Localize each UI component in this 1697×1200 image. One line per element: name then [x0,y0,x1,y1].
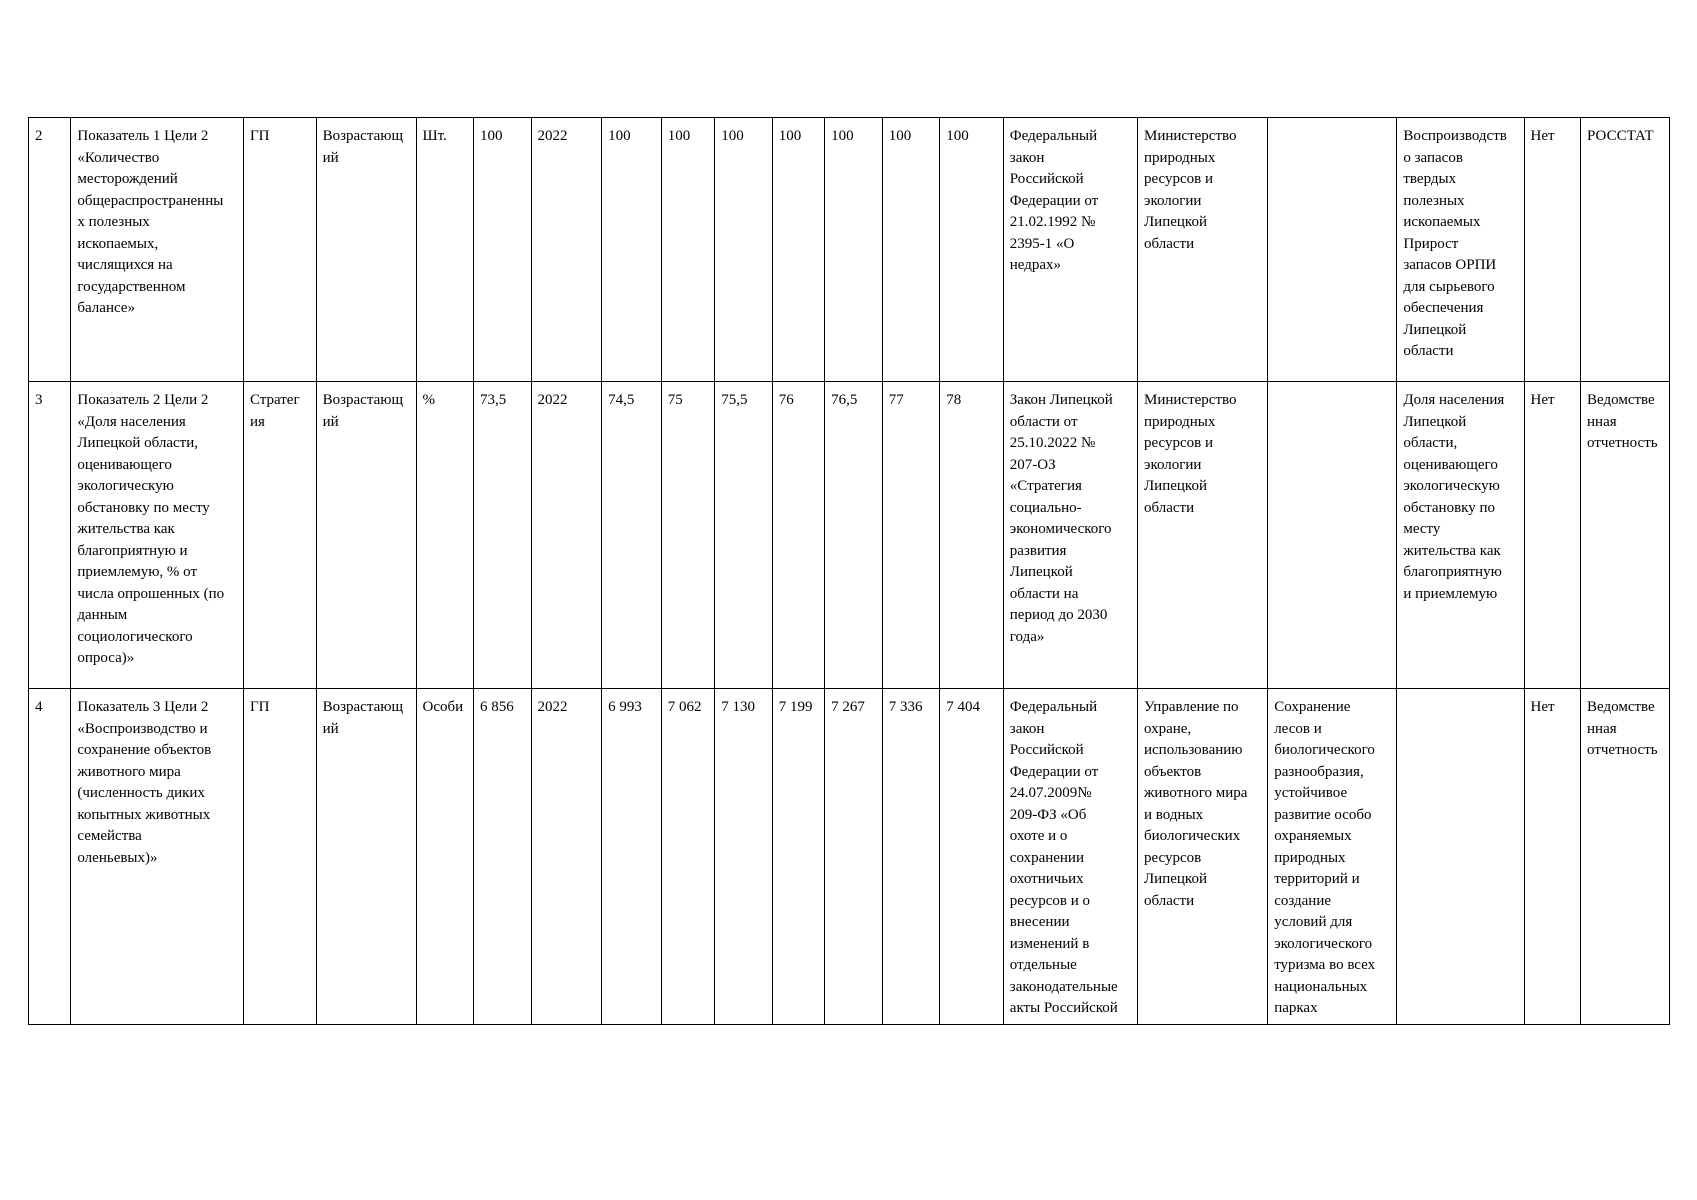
regulatory-document: Закон Липецкой области от 25.10.2022 № 207-ОЗ «Стратегия социально- экономического развития Липецкой области на период до 2030 года» [1003,382,1137,689]
national-indicator [1397,689,1524,1025]
year-value: 100 [602,118,662,382]
data-source: РОССТАТ [1581,118,1670,382]
table-row [29,382,1670,689]
year-value: 7 130 [715,689,773,1025]
linked-goal [1268,118,1397,382]
year-value: 7 404 [940,689,1004,1025]
row-number: 3 [29,382,71,689]
year-value: 7 267 [825,689,883,1025]
national-indicator: Доля населения Липецкой области, оценивающего экологическую обстановку по месту жительства как благоприятную и приемлемую [1397,382,1524,689]
year-value: 77 [882,382,940,689]
data-source: Ведомстве нная отчетность [1581,689,1670,1025]
linked-goal: Сохранение лесов и биологического разнообразия, устойчивое развитие особо охраняемых природных территорий и создание условий для экологического туризма во всех национальных парках [1268,689,1397,1025]
regulatory-document: Федеральный закон Российской Федерации от 21.02.1992 № 2395-1 «О недрах» [1003,118,1137,382]
year-value: 100 [661,118,714,382]
indicator-trend: Возрастающ ий [316,689,416,1025]
year-value: 75 [661,382,714,689]
linked-goal [1268,382,1397,689]
gis-flag: Нет [1524,382,1581,689]
table-row [29,689,1670,1025]
year-value: 6 993 [602,689,662,1025]
indicator-unit: % [416,382,474,689]
base-year: 2022 [531,689,602,1025]
responsible-body: Управление по охране, использованию объектов животного мира и водных биологических ресурсов Липецкой области [1138,689,1268,1025]
year-value: 100 [882,118,940,382]
indicators-table [28,117,1670,1025]
indicator-trend: Возрастающ ий [316,118,416,382]
base-value: 6 856 [474,689,532,1025]
row-number: 2 [29,118,71,382]
year-value: 100 [715,118,773,382]
indicator-unit: Особи [416,689,474,1025]
year-value: 100 [772,118,824,382]
year-value: 78 [940,382,1004,689]
base-year: 2022 [531,118,602,382]
year-value: 7 336 [882,689,940,1025]
table-row [29,118,1670,382]
year-value: 100 [940,118,1004,382]
indicator-name: Показатель 2 Цели 2 «Доля населения Липецкой области, оценивающего экологическую обстановку по месту жительства как благоприятную и приемлемую, % от числа опрошенных (по данным социологического опроса)» [71,382,244,689]
responsible-body: Министерство природных ресурсов и экологии Липецкой области [1138,118,1268,382]
indicator-unit: Шт. [416,118,474,382]
responsible-body: Министерство природных ресурсов и экологии Липецкой области [1138,382,1268,689]
indicator-name: Показатель 1 Цели 2 «Количество месторождений общераспространенны х полезных ископаемых, числящихся на государственном балансе» [71,118,244,382]
indicator-name: Показатель 3 Цели 2 «Воспроизводство и сохранение объектов животного мира (численность диких копытных животных семейства оленьевых)» [71,689,244,1025]
base-value: 100 [474,118,532,382]
gis-flag: Нет [1524,118,1581,382]
year-value: 7 062 [661,689,714,1025]
indicator-level: ГП [243,689,316,1025]
regulatory-document: Федеральный закон Российской Федерации от 24.07.2009№ 209-ФЗ «Об охоте и о сохранении охотничьих ресурсов и о внесении изменений в отдельные законодательные акты Российской [1003,689,1137,1025]
indicator-trend: Возрастающ ий [316,382,416,689]
year-value: 76,5 [825,382,883,689]
year-value: 74,5 [602,382,662,689]
base-value: 73,5 [474,382,532,689]
data-source: Ведомстве нная отчетность [1581,382,1670,689]
year-value: 100 [825,118,883,382]
national-indicator: Воспроизводств о запасов твердых полезных ископаемых Прирост запасов ОРПИ для сырьевого обеспечения Липецкой области [1397,118,1524,382]
year-value: 76 [772,382,824,689]
gis-flag: Нет [1524,689,1581,1025]
year-value: 75,5 [715,382,773,689]
row-number: 4 [29,689,71,1025]
year-value: 7 199 [772,689,824,1025]
indicator-level: ГП [243,118,316,382]
indicator-level: Стратег ия [243,382,316,689]
base-year: 2022 [531,382,602,689]
